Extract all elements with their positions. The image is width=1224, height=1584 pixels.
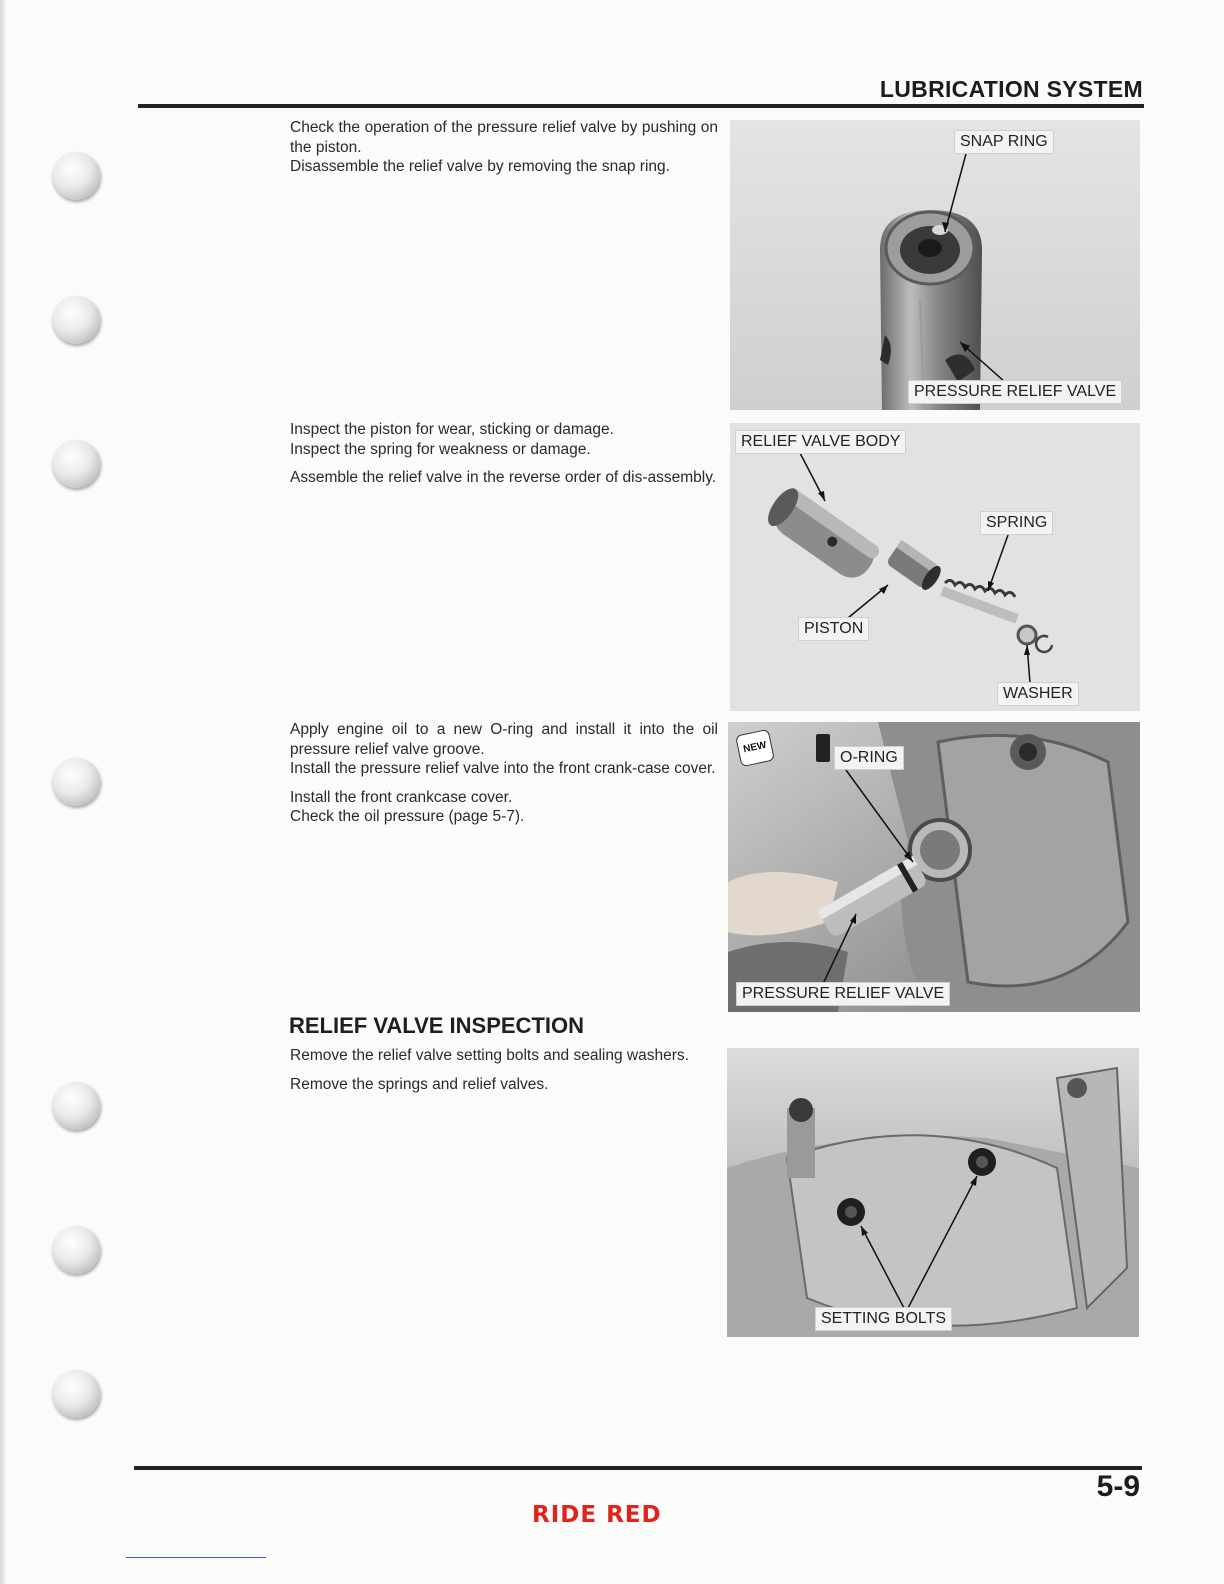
instruction-text: Apply engine oil to a new O-ring and install it into the oil pressure relief valve groove. — [290, 721, 718, 758]
binder-hole-icon — [52, 1226, 100, 1274]
instruction-text: Install the pressure relief valve into the front crank-case cover. — [290, 760, 716, 777]
footer-brand-logo: RIDE RED — [532, 1502, 662, 1528]
page-edge — [0, 0, 6, 1584]
relief-valve-photo — [730, 120, 1140, 410]
binder-hole-icon — [52, 1370, 100, 1418]
binder-hole-icon — [52, 1082, 100, 1130]
figure-label: WASHER — [997, 682, 1079, 706]
instruction-text: Inspect the spring for weakness or damage. — [290, 440, 591, 458]
header-rule — [138, 104, 1144, 108]
instruction-text: Check the operation of the pressure relief valve by pushing on the piston. — [290, 119, 718, 156]
instruction-text: Remove the springs and relief valves. — [290, 1075, 549, 1093]
exploded-parts-photo — [730, 423, 1140, 711]
instruction-text: Assemble the relief valve in the reverse order of dis-assembly. — [290, 469, 717, 486]
instruction-block-3 — [290, 720, 718, 827]
oil-can-icon — [816, 734, 830, 762]
instruction-text: Inspect the piston for wear, sticking or damage. — [290, 421, 614, 438]
instruction-block-4 — [290, 1046, 718, 1094]
binder-hole-icon — [52, 296, 100, 344]
binder-hole-icon — [52, 152, 100, 200]
crankcase-install-photo — [728, 722, 1140, 1012]
figure-label: RELIEF VALVE BODY — [735, 430, 906, 454]
binder-hole-icon — [52, 440, 100, 488]
binder-hole-icon — [52, 758, 100, 806]
link-underline — [126, 1557, 266, 1558]
instruction-block-2 — [290, 420, 718, 488]
instruction-text: Disassemble the relief valve by removing the snap ring. — [290, 158, 670, 175]
section-title: LUBRICATION SYSTEM — [879, 76, 1143, 102]
figure-label: SPRING — [980, 511, 1053, 535]
instruction-text: Check the oil pressure (page 5-7). — [290, 808, 525, 825]
figure-label: PRESSURE RELIEF VALVE — [736, 982, 950, 1006]
instruction-block-1 — [290, 118, 718, 177]
page-number: 5-9 — [1096, 1470, 1140, 1503]
figure-label: SNAP RING — [954, 130, 1054, 154]
setting-bolts-photo — [727, 1048, 1139, 1337]
instruction-text: Remove the relief valve setting bolts and sealing washers. — [290, 1047, 689, 1064]
footer-rule — [134, 1466, 1142, 1470]
section-heading: RELIEF VALVE INSPECTION — [289, 1013, 584, 1038]
figure-label: O-RING — [834, 746, 904, 770]
figure-label: PRESSURE RELIEF VALVE — [908, 380, 1122, 404]
figure-label: SETTING BOLTS — [815, 1307, 952, 1331]
figure-label: PISTON — [798, 617, 869, 641]
instruction-text: Install the front crankcase cover. — [290, 788, 513, 806]
new-badge-text: NEW — [742, 739, 768, 756]
